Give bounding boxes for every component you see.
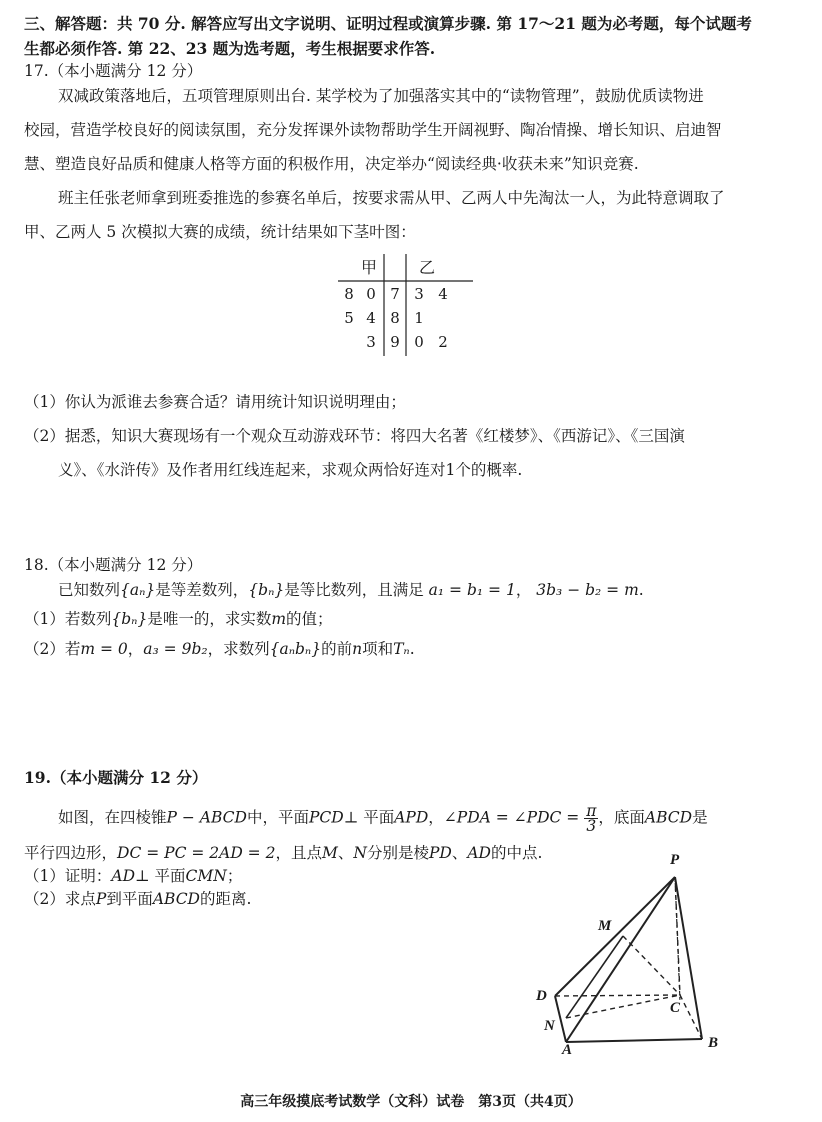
q18-part1: （1）若数列{bₙ}是唯一的，求实数m的值； [24,610,333,628]
stem-leaf-plot [338,254,478,358]
q17-part2-line2: 义》、《水浒传》及作者用红线连起来，求观众两恰好连对1个的概率. [58,461,523,479]
leaf-left: 3 [366,333,376,351]
q18-title: 18.（本小题满分 12 分） [24,556,203,574]
pyramid-figure [530,852,730,1062]
q17-paragraph-1: 双减政策落地后，五项管理原则出台. 某学校为了加强落实其中的“读物管理”，鼓励优质读物进 [58,87,704,105]
q18-part2: （2）若m = 0，a₃ = 9b₂，求数列{aₙbₙ}的前n项和Tₙ. [24,640,415,658]
q17-part2-line1: （2）据悉，知识大赛现场有一个观众互动游戏环节：将四大名著《红楼梦》、《西游记》、《三国演 [24,427,685,445]
q19-part1: （1）证明：AD⊥ 平面CMN； [24,867,243,885]
stem-leaf-left-header: 甲 [360,258,377,277]
q19-title: 19.（本小题满分 12 分） [24,768,208,787]
vertex-label-p: P [670,852,680,868]
vertex-label-d: D [536,988,547,1004]
vertex-label-c: C [670,1000,681,1016]
q17-paragraph-5: 甲、乙两人 5 次模拟大赛的成绩，统计结果如下茎叶图： [24,223,416,241]
stem-leaf-lines [338,254,478,358]
stem-value: 8 [390,309,400,327]
pyramid-diagram [530,852,730,1062]
leaf-left: 4 [366,309,376,327]
leaf-left: 8 [344,285,354,303]
vertex-label-b: B [708,1035,719,1051]
stem-leaf-right-header: 乙 [418,258,435,277]
leaf-left: 5 [344,309,354,327]
page-footer: 高三年级摸底考试数学（文科）试卷 第3页（共4页） [240,1094,582,1110]
vertex-label-a: A [562,1042,573,1058]
pi-over-3-fraction: $\frac{\pi}{3}$ [586,802,597,835]
q17-paragraph-2: 校园，营造学校良好的阅读氛围，充分发挥课外读物帮助学生开阔视野、陶冶情操、增长知识、启迪智 [24,121,722,139]
leaf-right: 1 [414,309,424,327]
leaf-right: 2 [438,333,448,351]
stem-value: 9 [390,333,400,351]
stem-value: 7 [390,285,400,303]
q17-part1: （1）你认为派谁去参赛合适？请用统计知识说明理由； [24,393,406,411]
q18-statement: 已知数列{aₙ}是等差数列，{bₙ}是等比数列，且满足 a₁ = b₁ = 1， 3b₃ − b₂ = m. [58,581,644,599]
section-header-line1: 三、解答题：共 70 分. 解答应写出文字说明、证明过程或演算步骤. 第 17～21 题为必考题，每个试题考 [24,14,752,33]
leaf-right: 4 [438,285,448,303]
q19-part2: （2）求点P到平面ABCD的距离. [24,890,252,908]
q17-title: 17.（本小题满分 12 分） [24,62,203,80]
q17-paragraph-3: 慧、塑造良好品质和健康人格等方面的积极作用，决定举办“阅读经典·收获未来”知识竞赛. [24,155,639,173]
vertex-label-m: M [598,918,612,934]
q19-statement-line2: 平行四边形，DC = PC = 2AD = 2，且点M、N分别是棱PD、AD的中点. [24,844,543,862]
vertex-label-n: N [544,1018,555,1034]
leaf-right: 0 [414,333,424,351]
section-header-line2: 生都必须作答. 第 22、23 题为选考题，考生根据要求作答. [24,39,436,58]
q19-statement-line1: 如图，在四棱锥P − ABCD中，平面PCD⊥ 平面APD，∠PDA = ∠PDC = $\frac{\pi}{3}$ ，底面ABCD是 [58,802,708,835]
q17-paragraph-4: 班主任张老师拿到班委推选的参赛名单后，按要求需从甲、乙两人中先淘汰一人，为此特意调取了 [58,189,725,207]
leaf-right: 3 [414,285,424,303]
leaf-left: 0 [366,285,376,303]
